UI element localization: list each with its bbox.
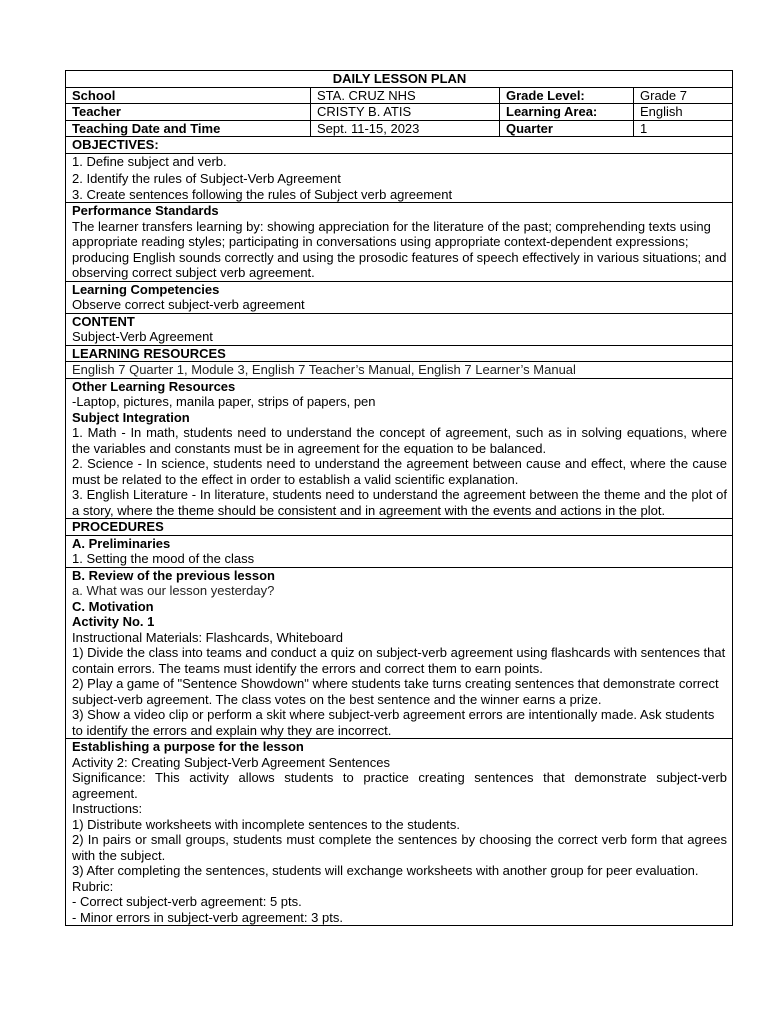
- school-value: STA. CRUZ NHS: [311, 87, 500, 104]
- integration-item: 3. English Literature - In literature, students need to understand the agreement between the theme and the plot of a story, where the theme should be consistent and in agreement with the events and actions in the plot.: [72, 487, 728, 518]
- activity-heading: Activity No. 1: [72, 614, 155, 629]
- integration-item: 2. Science - In science, students need to understand the agreement between cause and effect, where the cause must be related to the effect in order to establish a valid scientific explanation.: [72, 456, 728, 487]
- performance-standards-text: The learner transfers learning by: showing appreciation for the literature of the past; comprehending texts using appropriate reading styles; participating in conversations using appropriate context-dependent expressions; producing English sounds correctly and using the prosodic features of speech effectively in various situations; and observing correct subject verb agreement.: [72, 218, 727, 280]
- objectives-list: [66, 153, 733, 203]
- materials-text: Instructional Materials: Flashcards, Whiteboard: [72, 629, 343, 645]
- content-heading: CONTENT: [72, 313, 135, 329]
- info-row-teacher: [66, 104, 733, 121]
- motivation-heading: C. Motivation: [72, 598, 154, 614]
- motivation-item: 1) Divide the class into teams and conduct a quiz on subject-verb agreement using flashcards with sentences that contain errors. The teams must identify the errors and correct them to earn points.: [72, 645, 726, 676]
- instructions-label: Instructions:: [72, 801, 143, 816]
- grade-level-label: Grade Level:: [500, 87, 634, 104]
- learning-area-label: Learning Area:: [500, 104, 634, 121]
- school-label: School: [66, 87, 311, 104]
- other-resources-text: -Laptop, pictures, manila paper, strips of papers, pen: [72, 394, 376, 409]
- learning-competencies-text: Observe correct subject-verb agreement: [72, 297, 305, 312]
- preliminaries-heading: A. Preliminaries: [72, 535, 171, 551]
- instruction-item: 2) In pairs or small groups, students must complete the sentences by choosing the correct verb form that agrees with the subject.: [72, 832, 728, 863]
- info-row-date: [66, 120, 733, 137]
- motivation-item: 3) Show a video clip or perform a skit where subject-verb agreement errors are intentionally made. Ask students to identify the errors and explain why they are incorrect.: [72, 707, 715, 738]
- review-text: a. What was our lesson yesterday?: [72, 583, 275, 598]
- content-section: [66, 313, 733, 345]
- learning-competencies-heading: Learning Competencies: [72, 281, 220, 297]
- review-motivation-section: [66, 567, 733, 739]
- lesson-plan-table: [65, 70, 733, 926]
- procedures-heading: PROCEDURES: [66, 519, 733, 536]
- learning-competencies-section: [66, 281, 733, 313]
- date-label: Teaching Date and Time: [66, 120, 311, 137]
- objectives-heading: OBJECTIVES:: [66, 137, 733, 154]
- title-row: [66, 71, 733, 88]
- preliminaries-section: [66, 535, 733, 567]
- quarter-value: 1: [634, 120, 733, 137]
- performance-standards-heading: Performance Standards: [72, 203, 219, 218]
- learning-area-value: English: [634, 104, 733, 121]
- teacher-label: Teacher: [66, 104, 311, 121]
- rubric-label: Rubric:: [72, 878, 114, 894]
- content-text: Subject-Verb Agreement: [72, 329, 213, 344]
- learning-resources-heading: LEARNING RESOURCES: [66, 345, 733, 362]
- grade-level-value: Grade 7: [634, 87, 733, 104]
- rubric-item: - Minor errors in subject-verb agreement: 3 pts.: [72, 909, 343, 925]
- review-heading: B. Review of the previous lesson: [72, 567, 275, 583]
- purpose-heading: Establishing a purpose for the lesson: [72, 739, 304, 754]
- objective-item: 2. Identify the rules of Subject-Verb Agreement: [72, 171, 341, 186]
- document-title: DAILY LESSON PLAN: [66, 71, 733, 88]
- objective-item: 1. Define subject and verb.: [72, 153, 227, 169]
- integration-item: 1. Math - In math, students need to understand the concept of agreement, such as in solving equations, where the variables and constants must be in agreement for the equation to be balanced.: [72, 425, 728, 456]
- purpose-activity: Activity 2: Creating Subject-Verb Agreement Sentences: [72, 754, 390, 770]
- instruction-item: 3) After completing the sentences, students will exchange worksheets with another group for peer evaluation.: [72, 863, 699, 878]
- learning-resources-text: English 7 Quarter 1, Module 3, English 7 Teacher’s Manual, English 7 Learner’s Manual: [66, 362, 733, 379]
- other-resources-section: [66, 378, 733, 519]
- purpose-section: [66, 739, 733, 926]
- objective-item: 3. Create sentences following the rules of Subject verb agreement: [72, 186, 453, 202]
- info-row-school: [66, 87, 733, 104]
- performance-standards-section: [66, 203, 733, 282]
- quarter-label: Quarter: [500, 120, 634, 137]
- preliminaries-text: 1. Setting the mood of the class: [72, 551, 255, 566]
- subject-integration-heading: Subject Integration: [72, 409, 190, 425]
- instruction-item: 1) Distribute worksheets with incomplete sentences to the students.: [72, 816, 461, 832]
- rubric-item: - Correct subject-verb agreement: 5 pts.: [72, 894, 302, 909]
- motivation-item: 2) Play a game of "Sentence Showdown" where students take turns creating sentences that demonstrate correct subject-verb agreement. The class votes on the best sentence and the winner earns a prize.: [72, 676, 719, 707]
- purpose-significance: Significance: This activity allows students to practice creating sentences that demonstrate subject-verb agreement.: [72, 770, 728, 801]
- date-value: Sept. 11-15, 2023: [311, 120, 500, 137]
- teacher-value: CRISTY B. ATIS: [311, 104, 500, 121]
- other-resources-heading: Other Learning Resources: [72, 378, 236, 394]
